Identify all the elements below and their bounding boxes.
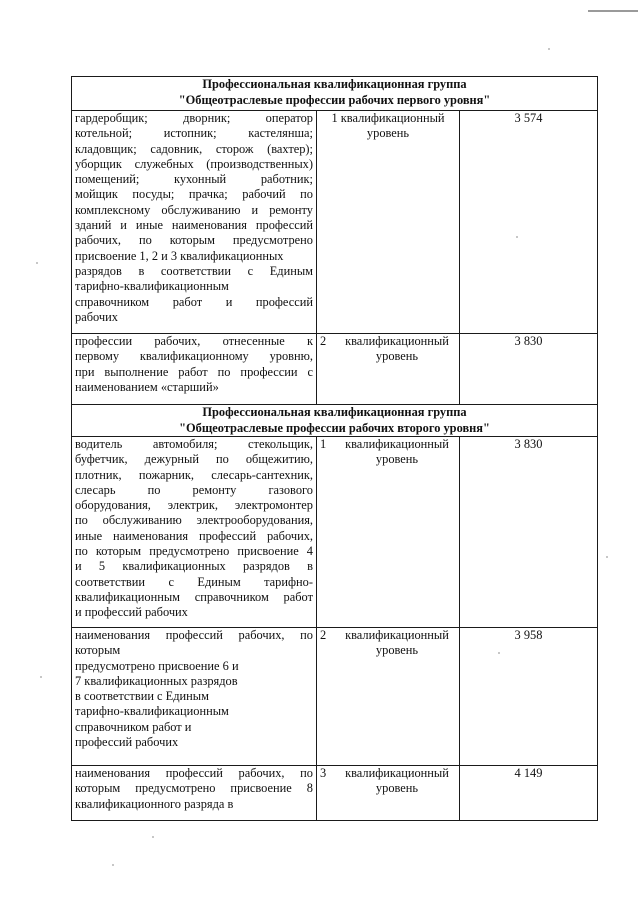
scan-speck bbox=[112, 864, 114, 866]
description-line: справочником работ и bbox=[75, 719, 192, 734]
qualification-level bbox=[317, 766, 460, 821]
description-line: иные наименования профессий рабочих, bbox=[75, 528, 313, 543]
qualification-level bbox=[317, 111, 460, 334]
description-line: буфетчик, дежурный по общежитию, bbox=[75, 452, 313, 467]
group-title-line: "Общеотраслевые профессии рабочих второго уровня" bbox=[179, 420, 490, 435]
description-line: рабочих, по которым предусмотрено bbox=[75, 233, 313, 248]
scan-artifact bbox=[588, 10, 638, 12]
profession-description bbox=[72, 111, 317, 334]
description-line: мойщик посуды; прачка; рабочий по bbox=[75, 187, 313, 202]
description-line: в соответствии с Единым bbox=[75, 689, 209, 704]
table-row bbox=[72, 766, 598, 821]
group-title-line: "Общеотраслевые профессии рабочих первого уровня" bbox=[178, 92, 491, 107]
profession-description bbox=[72, 766, 317, 821]
level-label: квалификационный bbox=[345, 334, 449, 348]
level-label: уровень bbox=[375, 781, 419, 796]
description-line: первому квалификационному уровню, bbox=[75, 349, 313, 364]
level-label: квалификационный bbox=[340, 111, 445, 125]
description-line: помещений; кухонный работник; bbox=[75, 172, 313, 187]
description-line: которым bbox=[75, 643, 121, 658]
profession-description bbox=[72, 437, 317, 628]
description-line: котельной; истопник; кастелянша; bbox=[75, 126, 313, 141]
description-line: справочником работ и профессий bbox=[75, 294, 313, 309]
group-title bbox=[72, 405, 598, 437]
qualification-level bbox=[317, 628, 460, 766]
table-row bbox=[72, 628, 598, 766]
level-number: 2 bbox=[320, 628, 327, 642]
description-line: квалификационного разряда в bbox=[75, 796, 234, 811]
description-line: наименования профессий рабочих, по bbox=[75, 766, 313, 780]
description-line: оборудования, электрик, электромонтер bbox=[75, 498, 313, 513]
salary-amount: 3 830 bbox=[460, 437, 598, 628]
salary-amount: 4 149 bbox=[460, 766, 598, 821]
level-label: уровень bbox=[375, 349, 419, 364]
description-line: по обслуживанию электрооборудования, bbox=[75, 513, 313, 528]
description-line: кладовщик; садовник, сторож (вахтер); bbox=[75, 141, 313, 156]
group-title bbox=[72, 77, 598, 111]
description-line: тарифно-квалификационным bbox=[75, 279, 229, 294]
salary-amount: 3 830 bbox=[460, 334, 598, 405]
group-title-line: Профессиональная квалификационная группа bbox=[202, 77, 467, 91]
salary-amount: 3 574 bbox=[460, 111, 598, 334]
description-line: наименования профессий рабочих, по bbox=[75, 628, 313, 642]
description-line: которым предусмотрено присвоение 8 bbox=[75, 781, 313, 796]
description-line: и 5 квалификационных разрядов в bbox=[75, 559, 313, 574]
description-line: тарифно-квалификационным bbox=[75, 704, 229, 719]
scan-speck bbox=[36, 262, 38, 264]
level-label: квалификационный bbox=[345, 766, 449, 780]
profession-description bbox=[72, 334, 317, 405]
scan-speck bbox=[40, 676, 42, 678]
level-number: 1 bbox=[320, 437, 327, 451]
description-line: 7 квалификационных разрядов bbox=[75, 673, 238, 688]
level-label: квалификационный bbox=[345, 437, 449, 451]
table-row bbox=[72, 334, 598, 405]
description-line: профессий рабочих bbox=[75, 735, 179, 750]
description-line: зданий и иные наименования профессий bbox=[75, 218, 313, 233]
description-line: комплексному обслуживанию и ремонту bbox=[75, 202, 313, 217]
group-header-row bbox=[72, 405, 598, 437]
level-number: 2 bbox=[320, 334, 327, 348]
description-line: профессии рабочих, отнесенные к bbox=[75, 334, 313, 348]
description-line: присвоение 1, 2 и 3 квалификационных bbox=[75, 248, 284, 263]
description-line: при выполнение работ по профессии с bbox=[75, 364, 313, 379]
description-line: наименованием «старший» bbox=[75, 379, 219, 394]
scan-speck bbox=[548, 48, 550, 50]
level-label: уровень bbox=[366, 126, 410, 141]
description-line: предусмотрено присвоение 6 и bbox=[75, 658, 239, 673]
qualification-table bbox=[71, 76, 598, 821]
description-line: гардеробщик; дворник; оператор bbox=[75, 111, 313, 125]
level-line bbox=[320, 111, 456, 126]
group-header-row bbox=[72, 77, 598, 111]
description-line: и профессий рабочих bbox=[75, 605, 188, 620]
level-label: квалификационный bbox=[345, 628, 449, 642]
salary-amount: 3 958 bbox=[460, 628, 598, 766]
description-line: водитель автомобиля; стекольщик, bbox=[75, 437, 313, 451]
group-title-line: Профессиональная квалификационная группа bbox=[202, 405, 467, 419]
level-label: уровень bbox=[375, 643, 419, 658]
level-number: 3 bbox=[320, 766, 327, 780]
scan-speck bbox=[152, 836, 154, 838]
qualification-level bbox=[317, 437, 460, 628]
level-label: уровень bbox=[375, 452, 419, 467]
description-line: плотник, пожарник, слесарь-сантехник, bbox=[75, 467, 313, 482]
profession-description bbox=[72, 628, 317, 766]
description-line: по которым предусмотрено присвоение 4 bbox=[75, 544, 313, 559]
level-number: 1 bbox=[331, 111, 338, 125]
table-row bbox=[72, 437, 598, 628]
qualification-level bbox=[317, 334, 460, 405]
description-line: уборщик служебных (производственных) bbox=[75, 156, 313, 171]
description-line: разрядов в соответствии с Единым bbox=[75, 263, 313, 278]
description-line: слесарь по ремонту газового bbox=[75, 482, 313, 497]
description-line: рабочих bbox=[75, 309, 118, 324]
scan-speck bbox=[606, 556, 608, 558]
description-line: квалификационным справочником работ bbox=[75, 589, 313, 604]
table-row bbox=[72, 111, 598, 334]
description-line: соответствии с Единым тарифно- bbox=[75, 574, 313, 589]
